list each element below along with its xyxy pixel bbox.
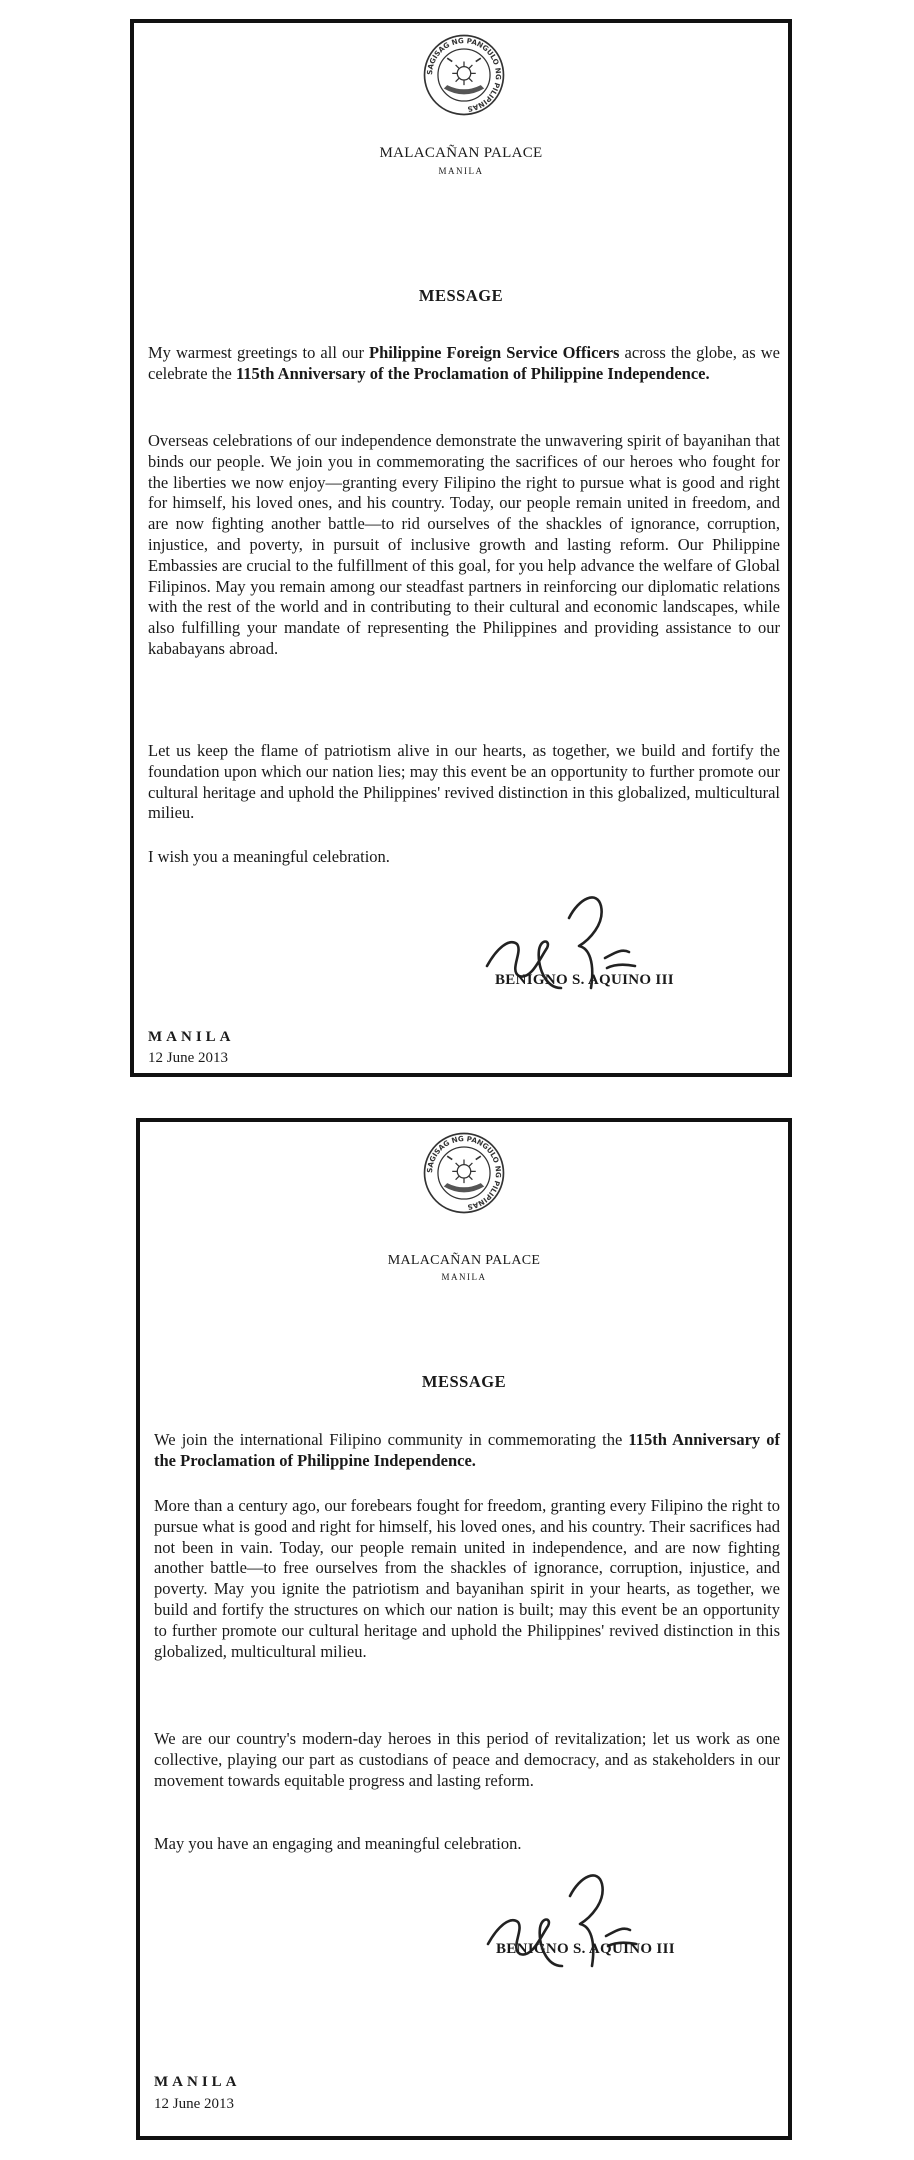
emphasis-anniversary: 115th Anniversary of the Proclamation of Philippine Independence. xyxy=(235,363,710,383)
letter-1 xyxy=(130,19,792,1077)
presidential-seal-icon xyxy=(422,1131,506,1215)
message-heading: MESSAGE xyxy=(421,1372,507,1391)
palace-name: MALACAÑAN PALACE xyxy=(387,1253,541,1268)
message-heading: MESSAGE xyxy=(418,286,504,305)
emphasis-recipients: Philippine Foreign Service Officers xyxy=(369,343,620,362)
svg-text:SAGISAG NG PANGULO NG PILIPINA xyxy=(425,36,503,114)
seal-text: SAGISAG NG PANGULO NG PILIPINAS xyxy=(424,1133,504,1212)
paragraph-4: May you have an engaging and meaningful celebration. xyxy=(154,1834,522,1853)
place-label: MANILA xyxy=(154,2074,241,2090)
signature-image xyxy=(480,1856,680,1976)
paragraph-1: My warmest greetings to all our Philippine Foreign Service Officers across the globe, as we celebrate the 115th Anniversary of the Proclamation of Philippine Independence. xyxy=(148,343,780,383)
presidential-seal-icon xyxy=(422,33,506,117)
palace-city: MANILA xyxy=(441,1272,487,1282)
paragraph-2: Overseas celebrations of our independence demonstrate the unwavering spirit of bayanihan that binds our people. We join you in commemorating the sacrifices of our heroes who fought for the liberties we now enjoy—granting every Filipino the right to pursue what is good and right for himself, his loved ones, and his country. Today, our people remain united in freedom, and are now fighting another battle—to rid ourselves of the shackles of ignorance, corruption, injustice, and poverty, in pursuit of inclusive growth and lasting reform. Our Philippine Embassies are crucial to the fulfillment of this goal, for you help advance the welfare of Global Filipinos. May you remain among our steadfast partners in reinforcing our diplomatic relations with the rest of the world and in contributing to their cultural and economic landscapes, while also fulfilling your mandate of representing the Philippines and providing assistance to our kababayans abroad. xyxy=(148,431,780,658)
emphasis-anniversary: 115th Anniversary of the Proclamation of Philippine Independence. xyxy=(154,1430,781,1470)
letter-date: 12 June 2013 xyxy=(148,1050,228,1066)
paragraph-4: I wish you a meaningful celebration. xyxy=(148,847,390,866)
paragraph-2: More than a century ago, our forebears fought for freedom, granting every Filipino the right to pursue what is good and right for himself, his loved ones, and his country. Their sacrifices had not been in vain. Today, our people remain united in independence, and are now fighting another battle—to free ourselves from the shackles of ignorance, corruption, injustice, and poverty. May you ignite the patriotism and bayanihan spirit in your hearts, as together, we build and fortify the structures on which our nation is built; may this event be an opportunity to further promote our cultural heritage and uphold the Philippines' revived distinction in this globalized, multicultural milieu. xyxy=(154,1496,780,1661)
palace-city: MANILA xyxy=(438,166,484,176)
place-label: MANILA xyxy=(148,1029,235,1045)
paragraph-1: We join the international Filipino community in commemorating the 115th Anniversary of the Proclamation of Philippine Independence. xyxy=(154,1430,781,1470)
signatory-name: BENIGNO S. AQUINO III xyxy=(495,972,674,988)
paragraph-3: Let us keep the flame of patriotism alive in our hearts, as together, we build and fortify the foundation upon which our nation lies; may this event be an opportunity to further promote our cultural heritage and uphold the Philippines' revived distinction in this globalized, multicultural milieu. xyxy=(148,741,780,823)
svg-text:SAGISAG NG PANGULO NG PILIPINA xyxy=(425,1134,503,1212)
letter-date: 12 June 2013 xyxy=(154,2096,234,2112)
paragraph-3: We are our country's modern-day heroes in this period of revitalization; let us work as one collective, playing our part as custodians of peace and democracy, and as stakeholders in our movement towards equitable progress and lasting reform. xyxy=(154,1729,780,1790)
seal-text: SAGISAG NG PANGULO NG PILIPINAS xyxy=(424,35,504,114)
palace-name: MALACAÑAN PALACE xyxy=(379,145,543,161)
letter-2 xyxy=(136,1118,792,2140)
signatory-name: BENIGNO S. AQUINO III xyxy=(496,1941,675,1957)
